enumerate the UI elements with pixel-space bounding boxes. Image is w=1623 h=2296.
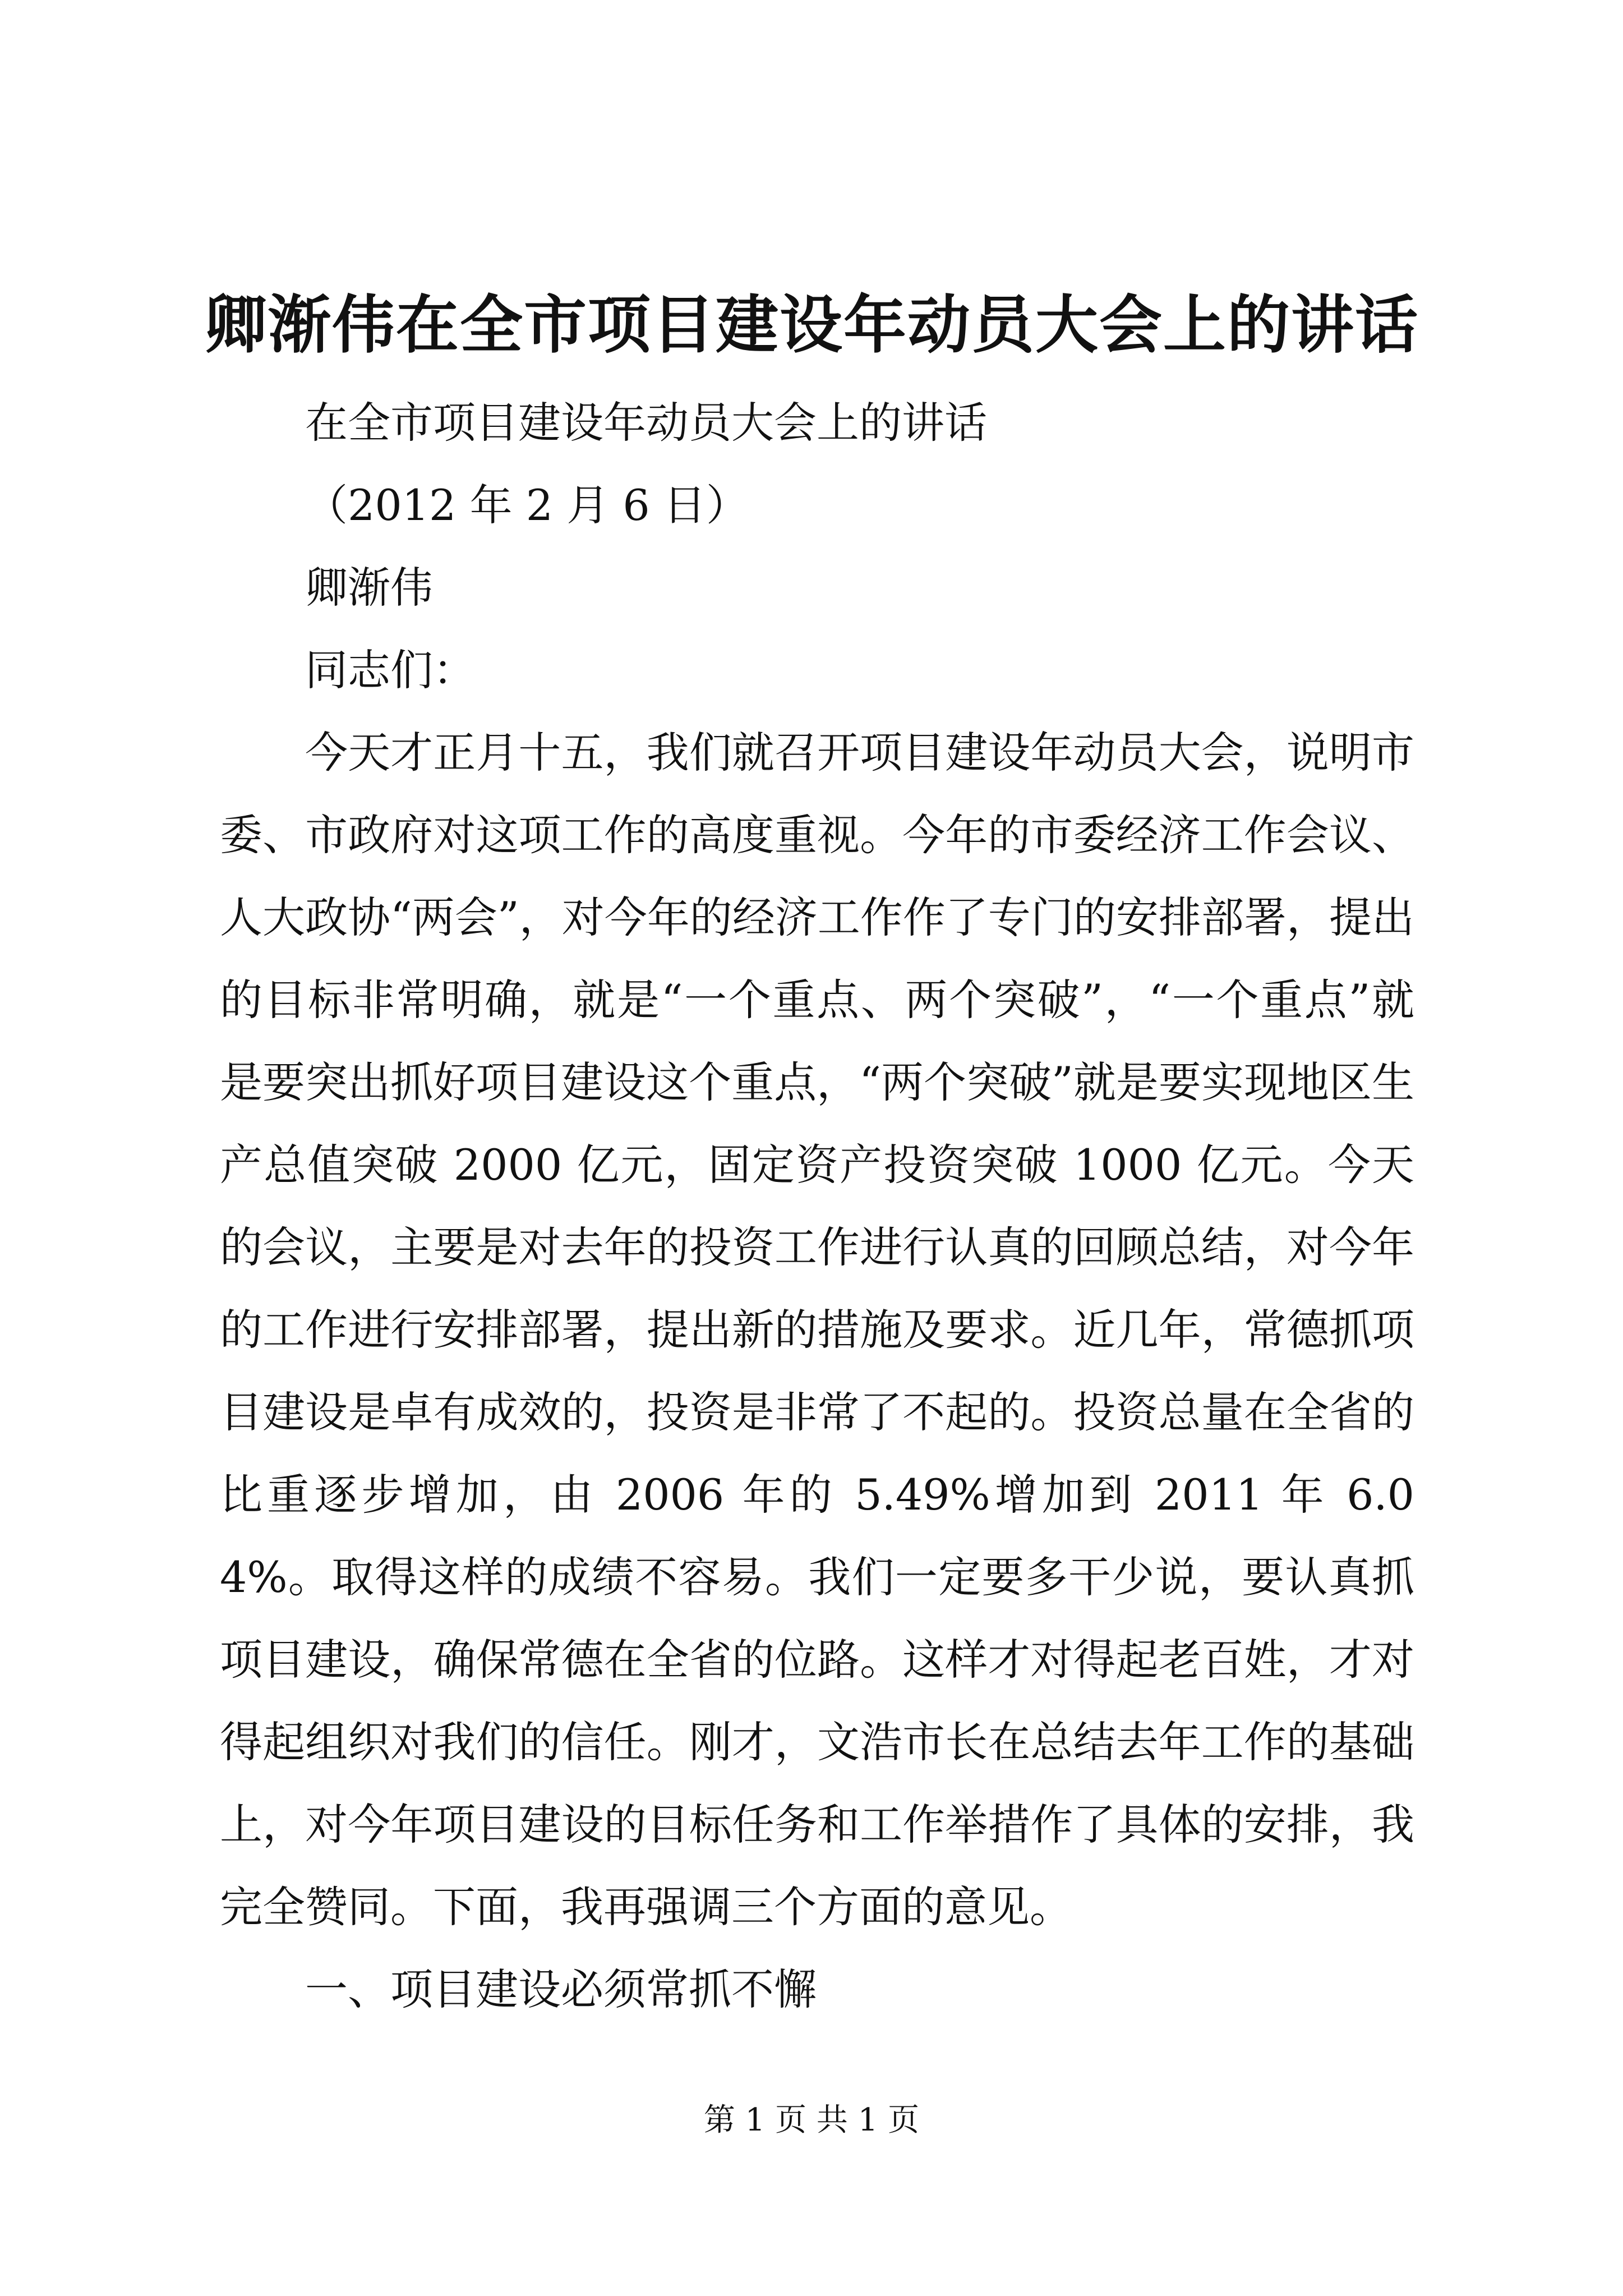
subtitle-line: 在全市项目建设年动员大会上的讲话 xyxy=(305,398,987,448)
document-body xyxy=(220,381,1414,2031)
document-title: 卿渐伟在全市项目建设年动员大会上的讲话 xyxy=(204,288,1419,362)
page-footer: 第 1 页 共 1 页 xyxy=(703,2102,920,2138)
body-paragraph: 今天才正月十五，我们就召开项目建设年动员大会，说明市委、市政府对这项工作的高度重视。今年的市委经济工作会议、人大政协“两会”，对今年的经济工作作了专门的安排部署，提出的目标非常明确，就是“一个重点、两个突破”，“一个重点”就是要突出抓好项目建设这个重点，“两个突破”就是要实现地区生产总值突破 2000 亿元，固定资产投资突破 1000 亿元。今天的会议，主要是对去年的投资工作进行认真的回顾总结，对今年的工作进行安排部署，提出新的措施及要求。近几年，常德抓项目建设是卓有成效的，投资是非常了不起的。投资总量在全省的比重逐步增加，由 2006 年的 5.49%增加到 2011 年 6.04%。取得这样的成绩不容易。我们一定要多干少说，要认真抓项目建设，确保常德在全省的位路。这样才对得起老百姓，才对得起组织对我们的信任。刚才，文浩市长在总结去年工作的基础上，对今年项目建设的目标任务和工作举措作了具体的安排，我完全赞同。下面，我再强调三个方面的意见。 xyxy=(220,728,1414,1932)
date-line: （2012 年 2 月 6 日） xyxy=(305,480,749,530)
author-line: 卿渐伟 xyxy=(305,563,433,613)
salutation-line: 同志们： xyxy=(305,645,476,695)
section-heading: 一、项目建设必须常抓不懈 xyxy=(305,1964,817,2014)
